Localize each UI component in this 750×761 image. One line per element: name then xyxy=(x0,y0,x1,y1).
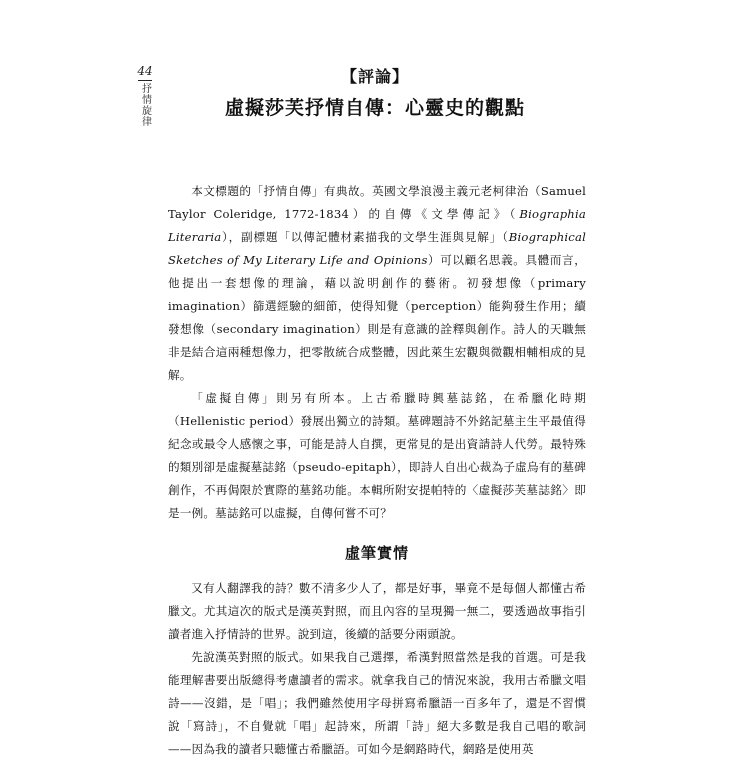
paragraph-text: 又有人翻譯我的詩？數不清多少人了，都是好事，畢竟不是每個人都懂古希臘文。尤其這次的版式是漢英對照，而且內容的呈現獨一無二，要透過故事指引讀者進入抒情詩的世界。說到這，後續的話要分兩頭說。 xyxy=(168,581,586,641)
section-label: 【評論】 xyxy=(340,67,409,86)
paragraph-text: ）可以顧名思義。具體而言，他提出一套想像的理論，藉以說明創作的藝術。初發想像（primary imagination）篩選經驗的細節，使得知覺（perception）能夠發生作用；續發想像（secondary imagination）則是有意識的詮釋與創作。詩人的天職無非是結合這兩種想像力，把零散統合成整體，因此萊生宏觀與微觀相輔相成的見解。 xyxy=(168,253,586,382)
running-head: 抒情旋律 xyxy=(139,83,151,127)
paragraph-3 xyxy=(168,577,586,646)
paragraph-text: 「虛擬自傳」則另有所本。上古希臘時興墓誌銘，在希臘化時期（Hellenistic period）發展出獨立的詩類。墓碑題詩不外銘記墓主生平最值得紀念或最令人感懷之事，可能是詩人自撰，更常見的是出資請詩人代勞。最特殊的類別卻是虛擬墓誌銘（pseudo-epitaph），即詩人自出心裁為子虛烏有的墓碑創作，不再侷限於實際的墓銘功能。本輯所附安提帕特的〈虛擬莎芙墓誌銘〉即是一例。墓誌銘可以虛擬，自傳何嘗不可？ xyxy=(168,391,586,520)
paragraph-text: 本文標題的「抒情自傳」有典故。英國文學浪漫主義元老柯律治（Samuel Taylor Coleridge, 1772-1834）的自傳《文學傳記》（ xyxy=(168,184,586,221)
article-body xyxy=(168,180,586,761)
paragraph-1 xyxy=(168,180,586,387)
subheading: 虛筆實情 xyxy=(344,544,409,562)
page-number: 44 xyxy=(137,64,153,78)
article-title: 虛擬莎芙抒情自傳：心靈史的觀點 xyxy=(224,97,525,119)
paragraph-text: 先說漢英對照的版式。如果我自己選擇，希漢對照當然是我的首選。可是我能理解書要出版總得考慮讀者的需求。就拿我自己的情況來說，我用古希臘文唱詩——沒錯，是「唱」；我們雖然使用字母拼寫希臘語一百多年了，還是不習慣說「寫詩」，不自覺就「唱」起詩來，所謂「詩」絕大多數是我自己唱的歌詞——因為我的讀者只聽懂古希臘語。可如今是網路時代，網路是使用英 xyxy=(168,650,586,756)
paragraph-2 xyxy=(168,387,586,525)
paragraph-4 xyxy=(168,646,586,761)
paragraph-text: ），副標題「以傳記體材素描我的文學生涯與見解」（ xyxy=(221,230,509,244)
italic-title: Biographia Literaria xyxy=(168,207,586,244)
italic-title: Biographical Sketches of My Literary Life and Opinions xyxy=(168,230,586,267)
